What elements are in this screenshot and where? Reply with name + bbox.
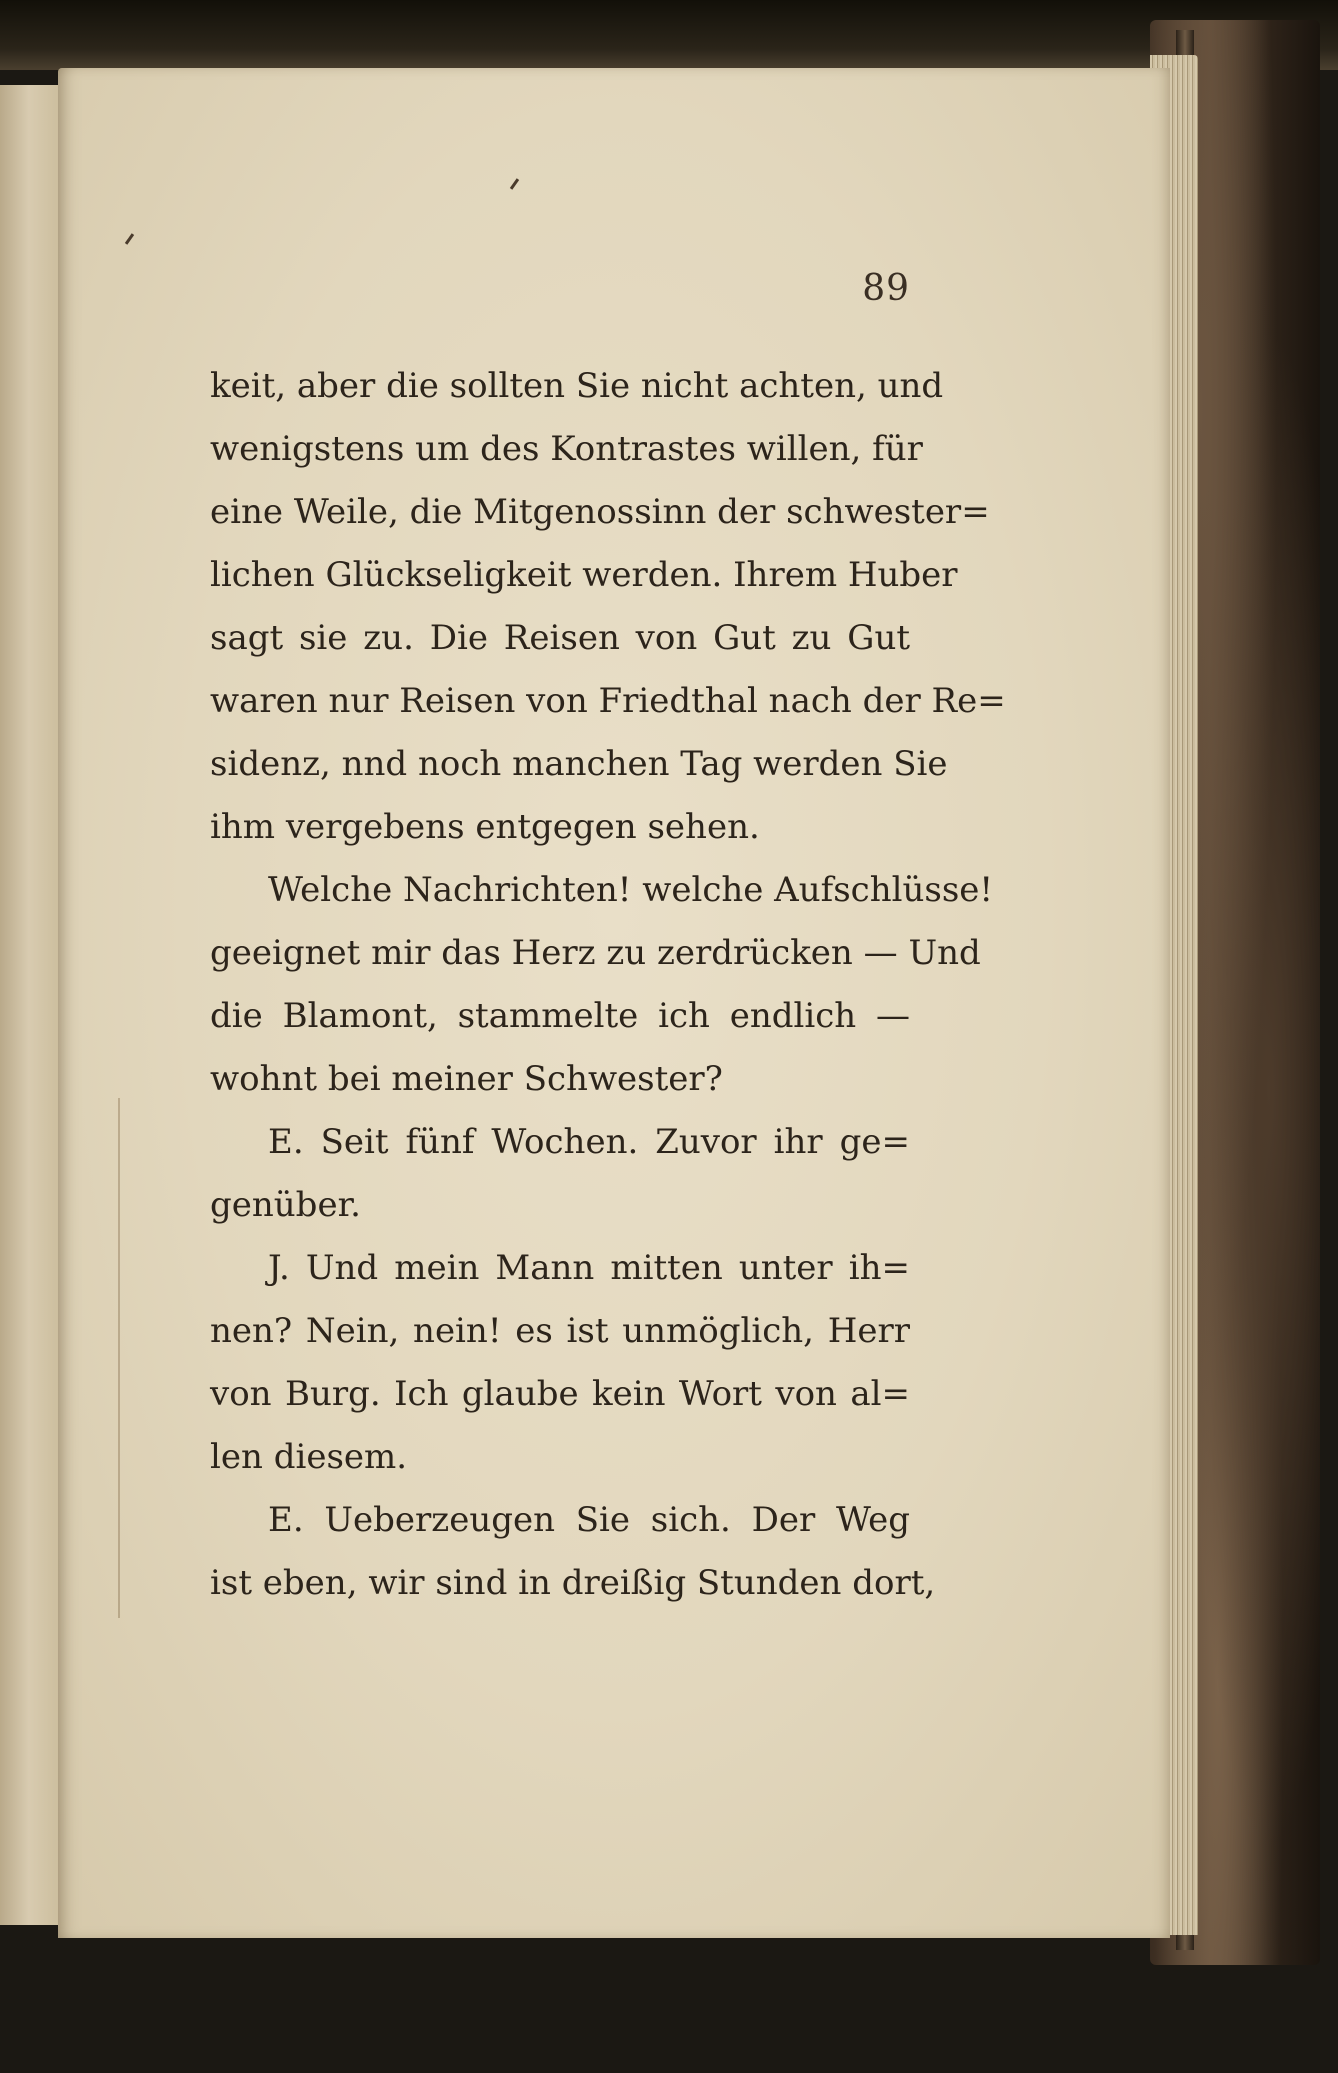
text-line: E. Seit fünf Wochen. Zuvor ihr ge= (268, 1122, 910, 1162)
text-line: sagt sie zu. Die Reisen von Gut zu Gut (210, 618, 910, 658)
text-line: ihm vergebens entgegen sehen. (210, 807, 760, 847)
scan-background-top (0, 0, 1338, 70)
text-line: J. Und mein Mann mitten unter ih= (268, 1248, 910, 1288)
text-line: nen? Nein, nein! es ist unmöglich, Herr (210, 1311, 910, 1351)
text-line: geeignet mir das Herz zu zerdrücken — Und (210, 933, 981, 973)
text-line: sidenz, nnd noch manchen Tag werden Sie (210, 744, 948, 784)
text-line: wohnt bei meiner Schwester? (210, 1059, 723, 1099)
text-line: eine Weile, die Mitgenossinn der schwester= (210, 492, 990, 532)
text-line: len diesem. (210, 1437, 408, 1477)
text-line: keit, aber die sollten Sie nicht achten, und (210, 366, 944, 406)
text-line: Welche Nachrichten! welche Aufschlüsse! (268, 870, 994, 910)
text-line: E. Ueberzeugen Sie sich. Der Weg (268, 1500, 910, 1540)
page-number: 89 (862, 268, 910, 309)
text-line: ist eben, wir sind in dreißig Stunden dort, (210, 1563, 936, 1603)
text-line: von Burg. Ich glaube kein Wort von al= (210, 1374, 910, 1414)
gutter-shadow (118, 1098, 120, 1618)
ink-speck (125, 233, 134, 245)
text-line: wenigstens um des Kontrastes willen, für (210, 429, 923, 469)
text-line: lichen Glückseligkeit werden. Ihrem Huber (210, 555, 958, 595)
body-text (210, 355, 1006, 1615)
text-line: waren nur Reisen von Friedthal nach der Re= (210, 681, 1006, 721)
text-line: genüber. (210, 1185, 361, 1225)
ink-speck (510, 178, 519, 190)
text-line: die Blamont, stammelte ich endlich — (210, 996, 910, 1036)
